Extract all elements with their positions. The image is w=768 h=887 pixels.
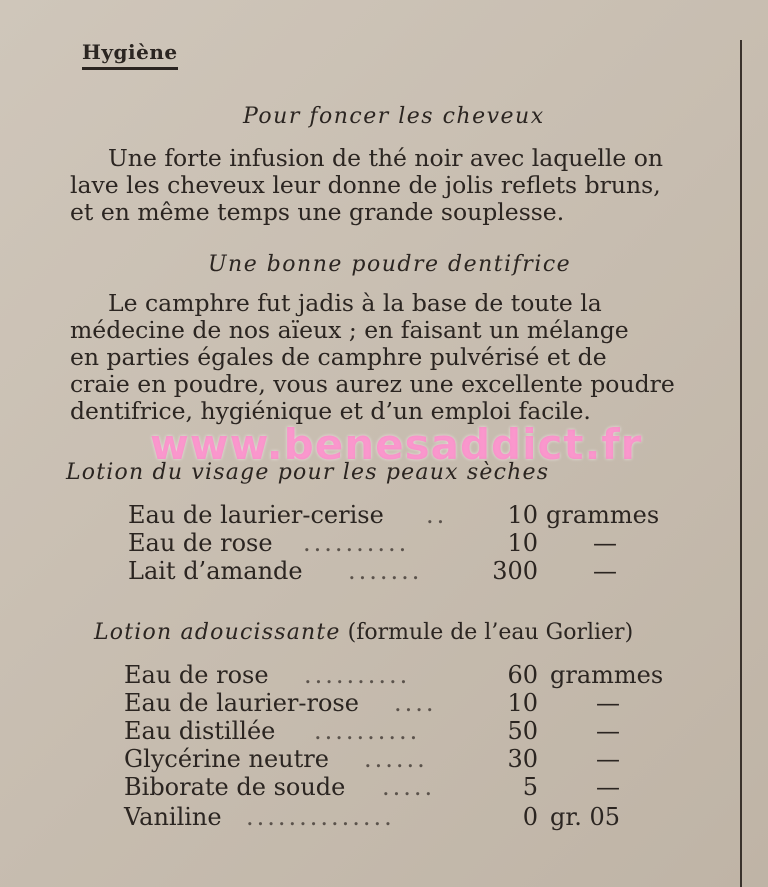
paragraph-line: lave les cheveux leur donne de jolis reflets bruns, [70, 171, 661, 199]
ingredient-name: Biborate de soude [124, 773, 346, 801]
paragraph-poudre-dentifrice [70, 290, 735, 425]
leader-dots: .......... [314, 717, 421, 745]
paragraph-line: en parties égales de camphre pulvérisé et de [70, 343, 607, 371]
ingredient-quantity: 10 [507, 501, 538, 529]
ingredient-name: Lait d’amande [128, 557, 303, 585]
leader-dots: .......... [304, 661, 411, 689]
ingredient-unit: — [593, 557, 617, 585]
ingredient-name: Vaniline [124, 803, 222, 831]
ingredient-quantity: 60 [507, 661, 538, 689]
ingredient-quantity: 50 [507, 717, 538, 745]
leader-dots: ...... [364, 745, 428, 773]
paragraph-line: craie en poudre, vous aurez une excellente poudre [70, 370, 675, 398]
paragraph-line: et en même temps une grande souplesse. [70, 198, 565, 226]
ingredient-quantity: 30 [507, 745, 538, 773]
watermark: www.benesaddict.fr [150, 420, 643, 469]
leader-dots: ..... [382, 773, 436, 801]
recipe-title-text: Lotion du visage pour les peaux sèches [66, 460, 550, 485]
section-title: Hygiène [82, 40, 178, 70]
ingredient-quantity: 5 [522, 773, 538, 801]
leader-dots: .... [394, 689, 437, 717]
ingredient-quantity: 10 [507, 689, 538, 717]
ingredient-name: Glycérine neutre [124, 745, 329, 773]
ingredient-quantity: 300 [492, 557, 538, 585]
recipe-title-lotion-adoucissante [94, 620, 633, 645]
subheading-foncer-cheveux: Pour foncer les cheveux [243, 104, 545, 129]
leader-dots: .. [426, 501, 448, 529]
ingredient-name: Eau de laurier-cerise [128, 501, 384, 529]
ingredient-unit: grammes [550, 661, 664, 689]
paragraph-line: dentifrice, hygiénique et d’un emploi facile. [70, 397, 591, 425]
paragraph-line: médecine de nos aïeux ; en faisant un mélange [70, 316, 629, 344]
recipe-title-italic: Lotion adoucissante [94, 620, 341, 645]
ingredient-unit: gr. 05 [550, 803, 620, 831]
ingredient-name: Eau de rose [124, 661, 269, 689]
ingredient-name: Eau de rose [128, 529, 273, 557]
recipe-title-subtitle: (formule de l’eau Gorlier) [347, 620, 634, 645]
paragraph-line: Le camphre fut jadis à la base de toute la [108, 289, 602, 317]
ingredient-unit: grammes [546, 501, 660, 529]
subheading-poudre-dentifrice: Une bonne poudre dentifrice [208, 252, 572, 277]
ingredient-unit: — [596, 745, 620, 773]
ingredient-quantity: 0 [522, 803, 538, 831]
paragraph-line: Une forte infusion de thé noir avec laquelle on [108, 144, 664, 172]
leader-dots: .............. [246, 803, 395, 831]
leader-dots: ....... [348, 557, 423, 585]
ingredient-name: Eau de laurier-rose [124, 689, 359, 717]
column-rule [740, 40, 742, 887]
paragraph-foncer-cheveux [70, 145, 735, 226]
ingredient-unit: — [593, 529, 617, 557]
ingredient-unit: — [596, 773, 620, 801]
ingredient-unit: — [596, 689, 620, 717]
ingredient-quantity: 10 [507, 529, 538, 557]
ingredient-unit: — [596, 717, 620, 745]
ingredient-name: Eau distillée [124, 717, 276, 745]
leader-dots: .......... [303, 529, 410, 557]
